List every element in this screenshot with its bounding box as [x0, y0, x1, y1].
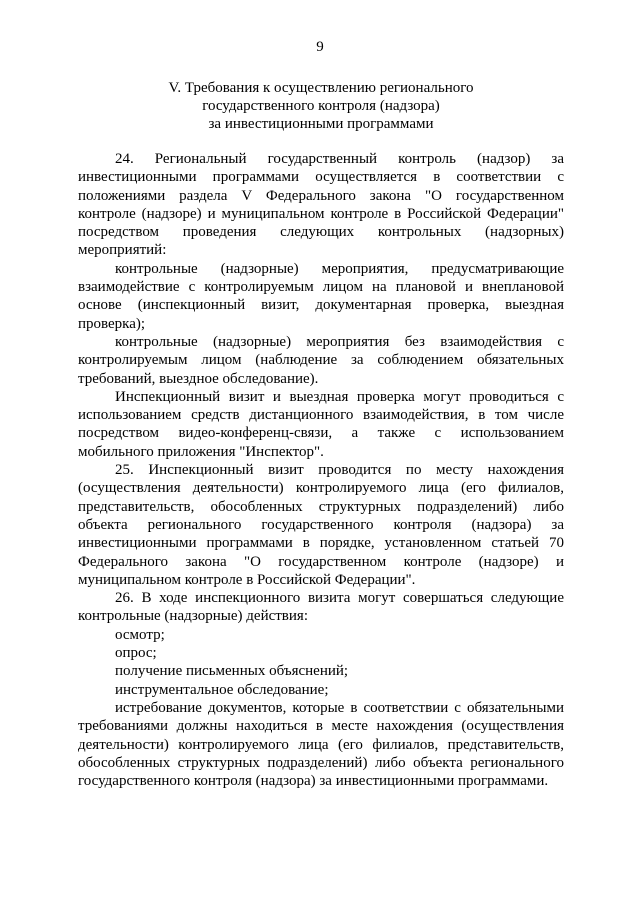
heading-line-3: за инвестиционными программами	[208, 116, 434, 132]
heading-line-2: государственного контроля (надзора)	[202, 98, 440, 114]
list-item-non-interactive-measures: контрольные (надзорные) мероприятия без взаимодействия с контролируемым лицом (наблюдение за соблюдением обязательных требований, выездное обследование).	[78, 333, 564, 387]
page-number: 9	[316, 39, 324, 55]
list-item-written-explanations: получение письменных объяснений;	[115, 663, 349, 680]
document-body	[78, 150, 564, 790]
list-item-document-request: истребование документов, которые в соответствии с обязательными требованиями должны находиться в месте нахождения (осуществления деятельности) контролируемого лица (его филиалов, представительств, обособленных структурных подразделений) либо объекта регионального государственного контроля (надзора) за инвестиционными программами.	[78, 699, 564, 790]
paragraph-remote-interaction: Инспекционный визит и выездная проверка могут проводиться с использованием средств дистанционного взаимодействия, в том числе посредством видео-конференц-связи, а также с использованием мобильного приложения "Инспектор".	[78, 388, 564, 460]
list-item-interactive-measures: контрольные (надзорные) мероприятия, предусматривающие взаимодействие с контролируемым лицом на плановой и внеплановой основе (инспекционный визит, документарная проверка, выездная проверка);	[78, 260, 564, 332]
list-item-instrumental-examination: инструментальное обследование;	[115, 681, 329, 698]
list-item-survey: опрос;	[115, 645, 157, 662]
heading-line-1: V. Требования к осуществлению регионального	[168, 80, 474, 96]
list-item-inspection: осмотр;	[115, 626, 165, 643]
paragraph-25: 25. Инспекционный визит проводится по месту нахождения (осуществления деятельности) контролируемого лица (его филиалов, представительств, обособленных структурных подразделений) либо объекта регионального государственного контроля (надзора) за инвестиционными программами в порядке, установленном статьей 70 Федерального закона "О государственном контроле (надзоре) и муниципальном контроле в Российской Федерации".	[78, 462, 564, 588]
paragraph-26: 26. В ходе инспекционного визита могут совершаться следующие контрольные (надзорные) действия:	[78, 590, 564, 625]
paragraph-24: 24. Региональный государственный контроль (надзор) за инвестиционными программами осуществляется в соответствии с положениями раздела V Федерального закона "О государственном контроле (надзоре) и муниципальном контроле в Российской Федерации" посредством проведения следующих контрольных (надзорных) мероприятий:	[78, 151, 564, 259]
section-heading	[80, 79, 562, 133]
